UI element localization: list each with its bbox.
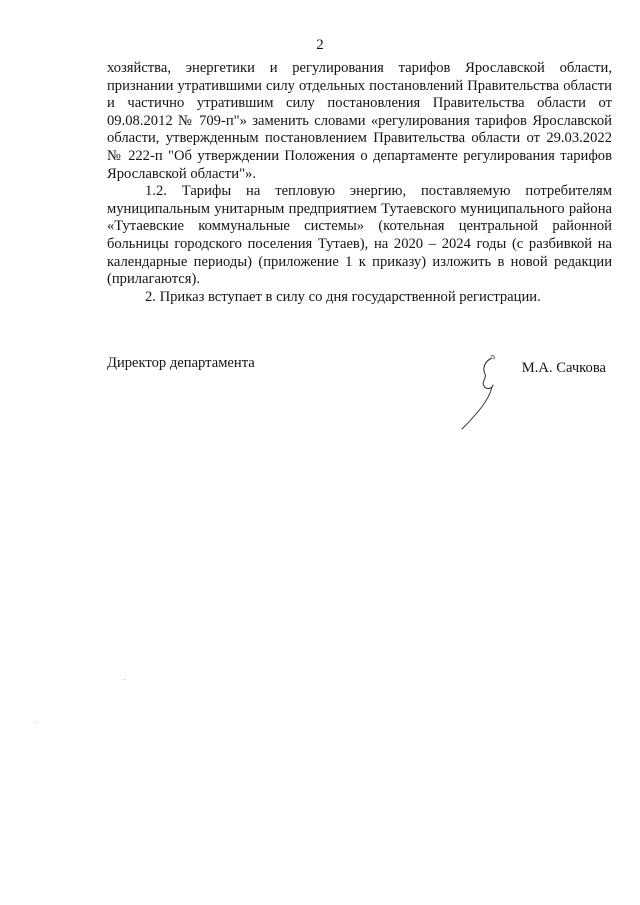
signatory-name: М.А. Сачкова (521, 360, 606, 376)
signatory-title: Директор департамента (107, 355, 255, 371)
handwritten-signature (455, 352, 507, 432)
scan-speck (124, 679, 125, 680)
scan-speck (36, 722, 37, 723)
page-number: 2 (316, 37, 324, 53)
paragraph-item-1-2: 1.2. Тарифы на тепловую энергию, поставляемую потребителям муниципальным унитарным предприятием Тутаевского муниципального района «Тутаевские коммунальные системы» (котельная центральной районной больницы городского поселения Тутаев), на 2020 – 2024 годы (с разбивкой на календарные периоды) (приложение 1 к приказу) изложить в новой редакции (прилагаются). (107, 183, 612, 288)
paragraph-item-2: 2. Приказ вступает в силу со дня государственной регистрации. (145, 288, 541, 305)
paragraph-continuation: хозяйства, энергетики и регулирования тарифов Ярославской области, признании утратившими силу отдельных постановлений Правительства области и частично утратившим силу постановления Правительства области от 09.08.2012 № 709-п"» заменить словами «регулирования тарифов Ярославской области, утвержденным постановлением Правительства области от 29.03.2022 № 222-п "Об утверждении Положения о департаменте регулирования тарифов Ярославской области"». (107, 60, 612, 182)
signature-stroke-loop (483, 358, 493, 389)
signature-stroke-tail (462, 387, 492, 429)
signature-block (107, 355, 612, 445)
document-body (107, 60, 612, 306)
